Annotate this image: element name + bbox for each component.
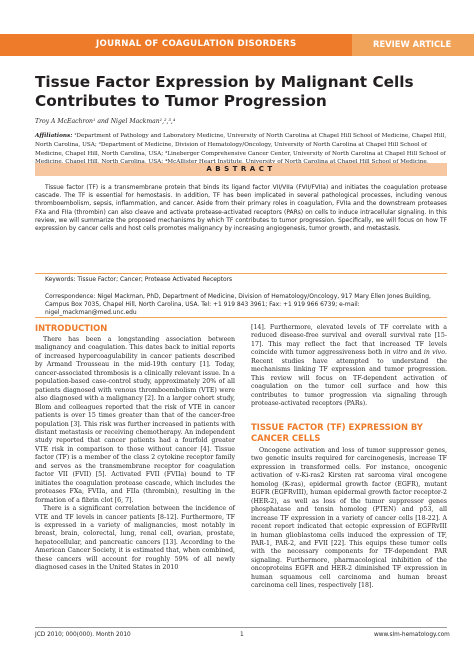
paragraph-text: [14]. Furthermore, elevated levels of TF correlate with a reduced disease-free survival and overall survival rate [15-17]. This may reflect the fact that increased TF levels coincide with tumor aggressiveness both [251,324,447,357]
abstract-text: Tissue factor (TF) is a transmembrane protein that binds its ligand factor VII/VIIa (FVII/FVIIa) and initiates the coagulation protease cascade. The TF is essential for hemostasis. In addition, TF has been implicated in several pathological processes, including venous thromboembolism, sepsis, inflammation, and cancer. Aside from their primary roles in coagulation, FVIIa and the downstream proteases FXa and FIIa (thrombin) can also cleave and activate protease-activated receptors (PARs) on cells to induce intracellular signaling. In this review, we will summarize the proposed mechanisms by which TF contributes to tumor progression. Specifically, we will focus on how TF expression by cancer cells and host cells promotes malignancy by increasing angiogenesis, tumor growth, and metastasis. [35,184,447,233]
abstract-band [35,163,447,176]
paragraph: There has been a longstanding association between malignancy and coagulation. This dates back to initial reports of increased hypercoagulability in cancer patients described by Armand Trousseau in the mid-19th century [1]. Today, cancer-associated thrombosis is a clinically relevant issue. In a population-based case-control study, approximately 20% of all patients diagnosed with venous thromboembolism (VTE) were also diagnosed with a malignancy [2]. In a larger cohort study, Blom and colleagues reported that the risk of VTE in cancer patients is over 15 times greater than that of the cancer-free population [3]. This risk was further increased in patients with distant metastasis or receiving chemotherapy. An independent study reported that cancer patients had a fourfold greater VTE risk in comparison to those without cancer [4]. Tissue factor (TF) is a member of the class 2 cytokine receptor family and serves as the transmembrane receptor for coagulation factor VII (FVII) [5]. Activated FVII (FVIIa) bound to TF initiates the coagulation protease cascade, which includes the proteases FXa, FVIIa, and FIIa (thrombin), resulting in the formation of a fibrin clot [6, 7]. [35,336,235,504]
divider [35,273,447,274]
left-column [35,336,235,573]
abstract-heading: ABSTRACT [206,165,276,173]
paragraph: Oncogene activation and loss of tumor suppressor genes, two genetic insults required for carcinogenesis, increase TF expression in transformed cells. For instance, oncogenic activation of v-Ki-ras2 Kirsten rat sarcoma viral oncogene homolog (K-ras), epidermal growth factor (EGFR), mutant EGFR (EGFRvIII), human epidermal growth factor receptor-2 (HER-2), as well as loss of the tumor suppressor genes phosphatase and tensin homolog (PTEN) and p53, all increase TF expression in a variety of cancer cells [18-22]. A recent report indicated that ectopic expression of EGFRvIII in human glioblastoma cells induced the expression of TF, PAR-1, PAR-2, and FVII [22]. This equips these tumor cells with the necessary components for TF-dependent PAR signaling. Furthermore, pharmacological inhibition of the oncoproteins EGFR and HER-2 diminished TF expression in human squamous cell carcinoma and human breast carcinoma cell lines, respectively [18]. [251,447,447,590]
affiliations-text: ¹Department of Pathology and Laboratory Medicine, University of North Carolina at Chapel Hill School of Medicine, Chapel Hill, North Carolina, USA; ²Department of Medicine, Division of Hematology/Oncology, University of North Carolina at Chapel Hill School of Medicine, Chapel Hill, North Carolina, USA; ³Lineberger Comprehensive Cancer Center, University of North Carolina at Chapel Hill School of [35,133,447,157]
page-number: 1 [240,632,244,638]
footer-divider [35,627,447,628]
footer-website: www.slm-hematology.com [374,632,450,638]
paragraph-text: . Recent studies have attempted to understand the mechanisms linking TF expression and tumor progression. This review will focus on TF-dependent activation of coagulation on the tumor cell surface and how this contributes to tumor progression via signaling through protease-activated receptors (PARs). [251,349,447,408]
section-heading-introduction: INTRODUCTION [35,323,108,333]
paragraph [251,324,447,409]
footer-citation: JCD 2010; 000(000). Month 2010 [35,632,131,638]
keywords: Keywords: Tissue Factor; Cancer; Protease Activated Receptors [45,276,233,283]
paragraph-text: and [407,349,424,357]
section-heading-tf-expression: TISSUE FACTOR (TF) EXPRESSION BY CANCER CELLS [251,422,423,443]
right-column-lower [251,447,447,591]
correspondence: Correspondence: Nigel Mackman, PhD, Department of Medicine, Division of Hematology/Oncology, 917 Mary Ellen Jones Building, Campus Box 7035, Chapel Hill, North Carolina, USA. Tel: +1 919 843 3961; Fax: +1 919 966 6739; e-mail: nigel_mackman@med.unc.edu [45,293,431,317]
italic-term: in vivo [423,349,445,357]
divider [35,317,447,318]
authors: Troy A McEachron¹ and Nigel Mackman¹,²,³,⁴ [35,118,176,125]
italic-term: in vitro [384,349,408,357]
right-column [251,324,447,409]
affiliations-label: Affiliations: [35,133,73,139]
article-title: Tissue Factor Expression by Malignant Cells Contributes to Tumor Progression [35,73,414,110]
paragraph: There is a significant correlation between the incidence of VTE and TF levels in cancer patients [8-12]. Furthermore, TF is expressed in a variety of malignancies, most notably in breast, brain, colorectal, lung, renal cell, ovarian, prostate, hepatocellular, and pancreatic cancers [13]. According to the American Cancer Society, it is estimated that, when combined, these cancers will account for roughly 59% of all newly diagnosed cases in the United States in 2010 [35,505,235,572]
article-type-label: REVIEW ARTICLE [373,39,452,49]
journal-name: JOURNAL OF COAGULATION DISORDERS [96,39,297,49]
